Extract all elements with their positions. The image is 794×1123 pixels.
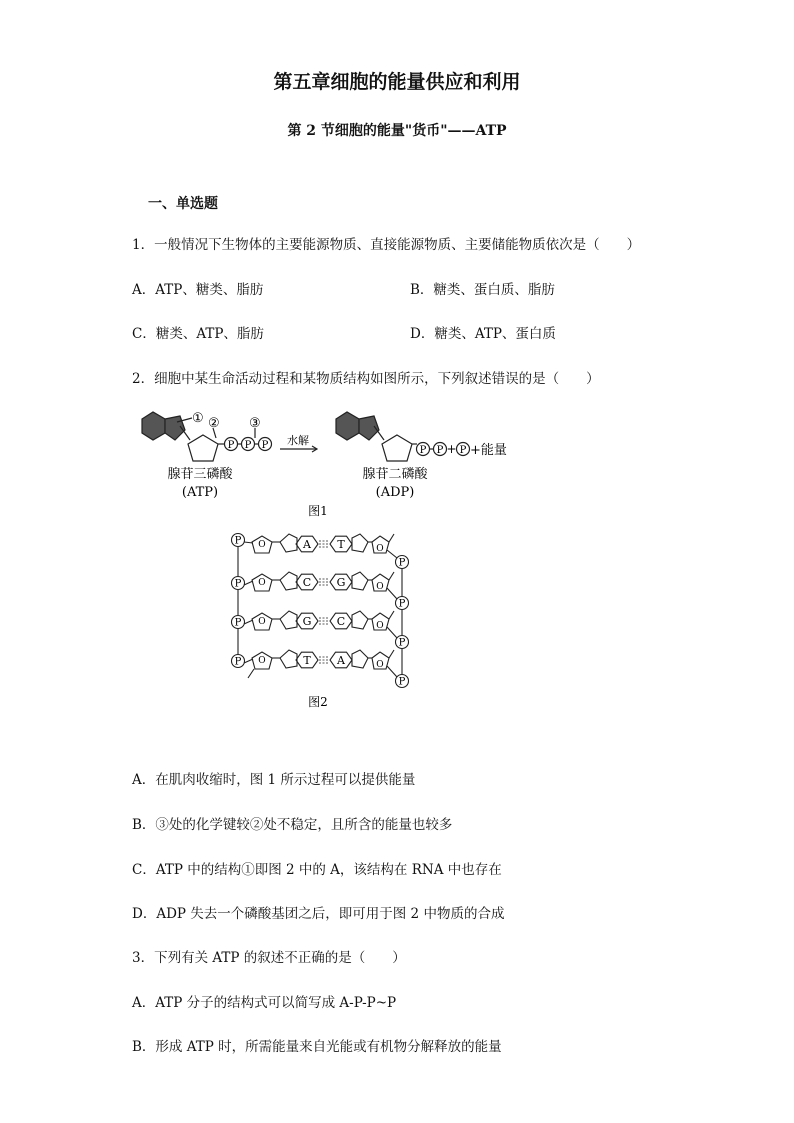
left-sugar-bond: [244, 620, 253, 624]
question-1-option-d: D．糖类、ATP、蛋白质: [410, 326, 556, 342]
question-2-option-d: D．ADP 失去一个磷酸基团之后，即可用于图 2 中物质的合成: [132, 906, 505, 922]
figure-2-dna-structure: [222, 526, 418, 712]
plus-energy: +能量: [470, 443, 507, 458]
right-base-letter: A: [337, 654, 345, 667]
left-base-letter: A: [303, 538, 311, 551]
atp-name: 腺苷三磷酸: [167, 467, 233, 482]
ring-oxygen-label: O: [376, 621, 384, 631]
ring-oxygen-label: O: [258, 617, 266, 627]
left-base-pentagon: [280, 650, 297, 668]
adp-ribose-pentagon: [382, 435, 412, 461]
right-sugar-bond: [387, 666, 397, 677]
section-subtitle: 第 2 节细胞的能量"货币"——ATP: [287, 123, 507, 139]
marker-3: ③: [249, 416, 261, 431]
p-label: P: [227, 440, 235, 451]
phosphate-label: P: [234, 535, 242, 547]
ring-oxygen-label: O: [258, 540, 266, 550]
marker-2: ②: [208, 416, 220, 431]
phosphate-label: P: [398, 598, 406, 610]
figure-1-caption: 图1: [308, 504, 328, 518]
question-2-option-b: B．③处的化学键较②处不稳定，且所含的能量也较多: [132, 817, 453, 833]
figure-2-caption: 图2: [308, 695, 328, 709]
left-base-pentagon: [280, 611, 297, 629]
question-1-option-a: A．ATP、糖类、脂肪: [132, 282, 264, 298]
right-sugar-tail: [389, 650, 394, 658]
ring-oxygen-label: O: [376, 544, 384, 554]
left-base-pentagon: [280, 534, 297, 552]
left-base-pentagon: [280, 572, 297, 590]
plus-sign: +: [446, 442, 457, 456]
adp-name: 腺苷二磷酸: [362, 467, 428, 482]
question-3-stem: 3．下列有关 ATP 的叙述不正确的是（ ）: [132, 950, 406, 966]
left-base-letter: T: [303, 654, 311, 667]
ring-oxygen-label: O: [258, 578, 266, 588]
phosphate-label: P: [398, 637, 406, 649]
phosphate-label: P: [398, 557, 406, 569]
atp-ribose-pentagon: [188, 435, 218, 461]
chapter-title: 第五章细胞的能量供应和利用: [273, 71, 521, 93]
question-2-option-a: A．在肌肉收缩时，图 1 所示过程可以提供能量: [132, 772, 416, 788]
left-sugar-bond: [244, 581, 253, 585]
section-heading: 一、单选题: [148, 196, 218, 212]
adp-abbr: (ADP): [375, 485, 415, 500]
phosphate-label: P: [398, 676, 406, 688]
ring-oxygen-label: O: [376, 582, 384, 592]
p-label: P: [261, 440, 269, 451]
right-base-pentagon: [352, 650, 368, 668]
p-label: P: [419, 445, 427, 456]
p-label: P: [244, 440, 252, 451]
right-sugar-tail: [389, 611, 394, 619]
question-1-stem: 1．一般情况下生物体的主要能源物质、直接能源物质、主要储能物质依次是（ ）: [132, 237, 641, 253]
question-1-option-b: B．糖类、蛋白质、脂肪: [410, 282, 555, 298]
adp-adenine-hexagon: [336, 412, 359, 440]
atp-adenine-hexagon: [142, 412, 165, 440]
right-base-letter: C: [336, 615, 346, 628]
arrow-label: 水解: [287, 434, 309, 447]
right-base-pentagon: [352, 611, 368, 629]
p-label: P: [459, 445, 467, 456]
figure-1-atp-hydrolysis: [130, 402, 530, 522]
question-1-option-c: C．糖类、ATP、脂肪: [132, 326, 264, 342]
question-3-option-a: A．ATP 分子的结构式可以简写成 A-P-P~P: [132, 995, 397, 1011]
question-3-option-b: B．形成 ATP 时，所需能量来自光能或有机物分解释放的能量: [132, 1039, 502, 1055]
left-strand-tail: [248, 669, 254, 678]
ring-oxygen-label: O: [376, 660, 384, 670]
right-base-letter: T: [337, 538, 345, 551]
question-2-option-c: C．ATP 中的结构①即图 2 中的 A，该结构在 RNA 中也存在: [132, 862, 502, 878]
right-sugar-bond: [387, 627, 397, 638]
right-sugar-bond: [387, 588, 397, 599]
phosphate-label: P: [234, 656, 242, 668]
right-sugar-bond: [387, 550, 397, 558]
right-base-pentagon: [352, 572, 368, 590]
left-base-letter: C: [302, 576, 312, 589]
left-sugar-bond: [244, 659, 253, 663]
atp-abbr: (ATP): [181, 485, 219, 500]
right-base-letter: G: [336, 576, 346, 589]
right-sugar-tail: [389, 534, 394, 542]
marker-1: ①: [192, 411, 204, 426]
phosphate-label: P: [234, 617, 242, 629]
question-2-stem: 2．细胞中某生命活动过程和某物质结构如图所示，下列叙述错误的是（ ）: [132, 371, 600, 387]
right-sugar-tail: [389, 572, 394, 580]
right-base-pentagon: [352, 534, 368, 552]
ring-oxygen-label: O: [258, 656, 266, 666]
left-base-letter: G: [302, 615, 312, 628]
p-label: P: [436, 445, 444, 456]
phosphate-label: P: [234, 578, 242, 590]
